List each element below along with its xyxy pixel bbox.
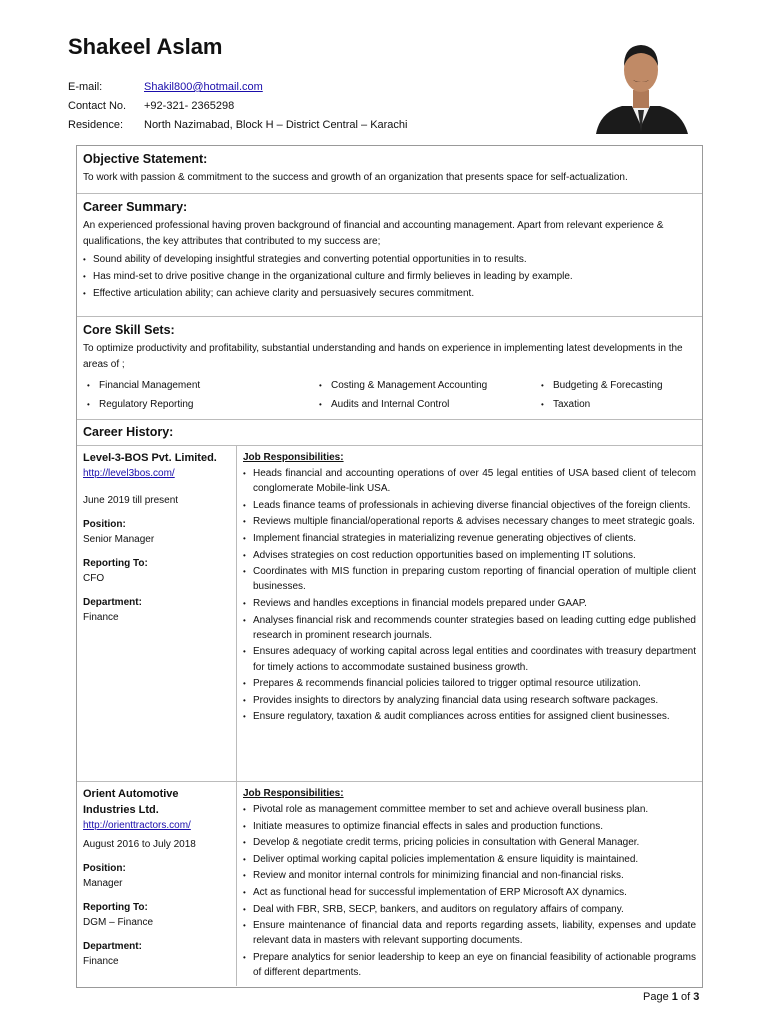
page-word: Page xyxy=(643,991,669,1003)
responsibility-item: • Coordinates with MIS function in preparing custom reporting of financial operation of multiple client businesses. xyxy=(243,564,696,594)
residence-address: North Nazimabad, Block H – District Central – Karachi xyxy=(144,119,408,131)
skill-item: • Costing & Management Accounting xyxy=(319,376,541,395)
responsibility-item: • Ensures adequacy of working capital across legal entities and coordinates with treasury department for timely actions to accommodate sustained business growth. xyxy=(243,644,696,674)
job-responsibilities xyxy=(237,782,702,986)
position-value: Manager xyxy=(83,878,123,889)
company-link[interactable]: http://orienttractors.com/ xyxy=(83,820,191,831)
resume-body xyxy=(76,145,703,988)
reporting-value: DGM – Finance xyxy=(83,917,154,928)
responsibility-item: • Leads finance teams of professionals in achieving diverse financial objectives of the foreign clients. xyxy=(243,498,696,513)
company-name: Level-3-BOS Pvt. Limited. xyxy=(83,452,217,464)
department-value: Finance xyxy=(83,956,119,967)
responsibilities-label: Job Responsibilities: xyxy=(243,788,344,799)
objective-section xyxy=(77,146,702,194)
profile-photo xyxy=(592,34,690,134)
skill-item: • Regulatory Reporting xyxy=(87,395,319,414)
responsibility-item: • Review and monitor internal controls for minimizing financial and non-financial risks. xyxy=(243,868,696,883)
total-pages: 3 xyxy=(693,991,700,1003)
of-word: of xyxy=(680,991,691,1003)
reporting-label: Reporting To: xyxy=(83,558,148,569)
email-link[interactable]: Shakil800@hotmail.com xyxy=(144,81,263,93)
current-page: 1 xyxy=(671,991,678,1003)
contact-block xyxy=(68,78,407,135)
responsibility-item: • Ensure maintenance of financial data and reports regarding assets, liability, expenses and update relevant data in masters with relevant supporting documents. xyxy=(243,918,696,948)
summary-intro: An experienced professional having proven background of financial and accounting management. Apart from relevant experience & qualifications, the key attributes that contributed to my success are; xyxy=(83,220,664,247)
summary-point: • Sound ability of developing insightful strategies and converting potential opportunities in to results. xyxy=(83,252,696,268)
residence-label: Residence: xyxy=(68,119,124,131)
position-label: Position: xyxy=(83,863,126,874)
responsibility-item: • Deliver optimal working capital policies implementation & ensure liquidity is maintained. xyxy=(243,852,696,867)
responsibility-item: • Heads financial and accounting operations of over 45 legal entities of USA based client of telecom conglomerate Mobile-link USA. xyxy=(243,466,696,496)
history-heading: Career History: xyxy=(83,425,174,439)
reporting-value: CFO xyxy=(83,573,105,584)
skill-item: • Audits and Internal Control xyxy=(319,395,541,414)
skills-heading: Core Skill Sets: xyxy=(83,323,175,337)
responsibility-item: • Prepares & recommends financial policies tailored to trigger optimal resource utilization. xyxy=(243,676,696,691)
responsibility-item: • Ensure regulatory, taxation & audit compliances across entities for assigned client businesses. xyxy=(243,709,696,724)
contact-number: +92-321- 2365298 xyxy=(144,100,235,112)
department-value: Finance xyxy=(83,612,119,623)
responsibility-item: • Provides insights to directors by analyzing financial data using research software packages. xyxy=(243,693,696,708)
responsibility-item: • Deal with FBR, SRB, SECP, bankers, and auditors on regulatory affairs of company. xyxy=(243,902,696,917)
job-responsibilities xyxy=(237,446,702,781)
job-entry xyxy=(77,782,702,986)
responsibility-item: • Advises strategies on cost reduction opportunities based on implementing IT solutions. xyxy=(243,548,696,563)
responsibility-item: • Develop & negotiate credit terms, pricing policies in consultation with General Manager. xyxy=(243,835,696,850)
responsibility-item: • Pivotal role as management committee member to set and achieve overall business plan. xyxy=(243,802,696,817)
responsibility-item: • Prepare analytics for senior leadership to keep an eye on financial feasibility of actionable programs of different departments. xyxy=(243,950,696,980)
position-label: Position: xyxy=(83,519,126,530)
job-entry xyxy=(77,446,702,782)
job-period: August 2016 to July 2018 xyxy=(83,839,196,850)
email-label: E-mail: xyxy=(68,81,103,93)
page-number xyxy=(643,991,699,1003)
responsibilities-label: Job Responsibilities: xyxy=(243,452,344,463)
responsibility-item: • Reviews and handles exceptions in financial models prepared under GAAP. xyxy=(243,596,696,611)
department-label: Department: xyxy=(83,597,142,608)
skill-item: • Taxation xyxy=(541,395,696,414)
responsibility-item: • Implement financial strategies in materializing revenue generating objectives of clients. xyxy=(243,531,696,546)
responsibility-item: • Reviews multiple financial/operational reports & advises necessary changes to meet strategic goals. xyxy=(243,514,696,529)
contact-label: Contact No. xyxy=(68,100,127,112)
objective-heading: Objective Statement: xyxy=(83,152,208,166)
job-period: June 2019 till present xyxy=(83,495,179,506)
responsibility-item: • Act as functional head for successful implementation of ERP Microsoft AX dynamics. xyxy=(243,885,696,900)
company-link[interactable]: http://level3bos.com/ xyxy=(83,468,175,479)
skills-section xyxy=(77,317,702,420)
summary-point: • Has mind-set to drive positive change in the organizational culture and firmly believes in leading by example. xyxy=(83,269,696,285)
company-name: Orient Automotive Industries Ltd. xyxy=(83,788,179,816)
summary-section xyxy=(77,194,702,317)
position-value: Senior Manager xyxy=(83,534,155,545)
skills-intro: To optimize productivity and profitability, substantial understanding and hands on experience in implementing latest developments in the areas of ; xyxy=(83,343,683,370)
responsibility-item: • Analyses financial risk and recommends counter strategies based on leading cutting edge published research in prominent research journals. xyxy=(243,613,696,643)
skill-item: • Financial Management xyxy=(87,376,319,395)
reporting-label: Reporting To: xyxy=(83,902,148,913)
responsibility-item: • Initiate measures to optimize financial effects in sales and production functions. xyxy=(243,819,696,834)
summary-point: • Effective articulation ability; can achieve clarity and persuasively secures commitment. xyxy=(83,286,696,302)
objective-text: To work with passion & commitment to the success and growth of an organization that presents space for self-actualization. xyxy=(83,172,628,183)
job-details xyxy=(77,446,237,781)
job-details xyxy=(77,782,237,986)
summary-heading: Career Summary: xyxy=(83,200,188,214)
candidate-name: Shakeel Aslam xyxy=(68,34,223,59)
department-label: Department: xyxy=(83,941,142,952)
skill-item: • Budgeting & Forecasting xyxy=(541,376,696,395)
history-heading-row xyxy=(77,420,702,446)
